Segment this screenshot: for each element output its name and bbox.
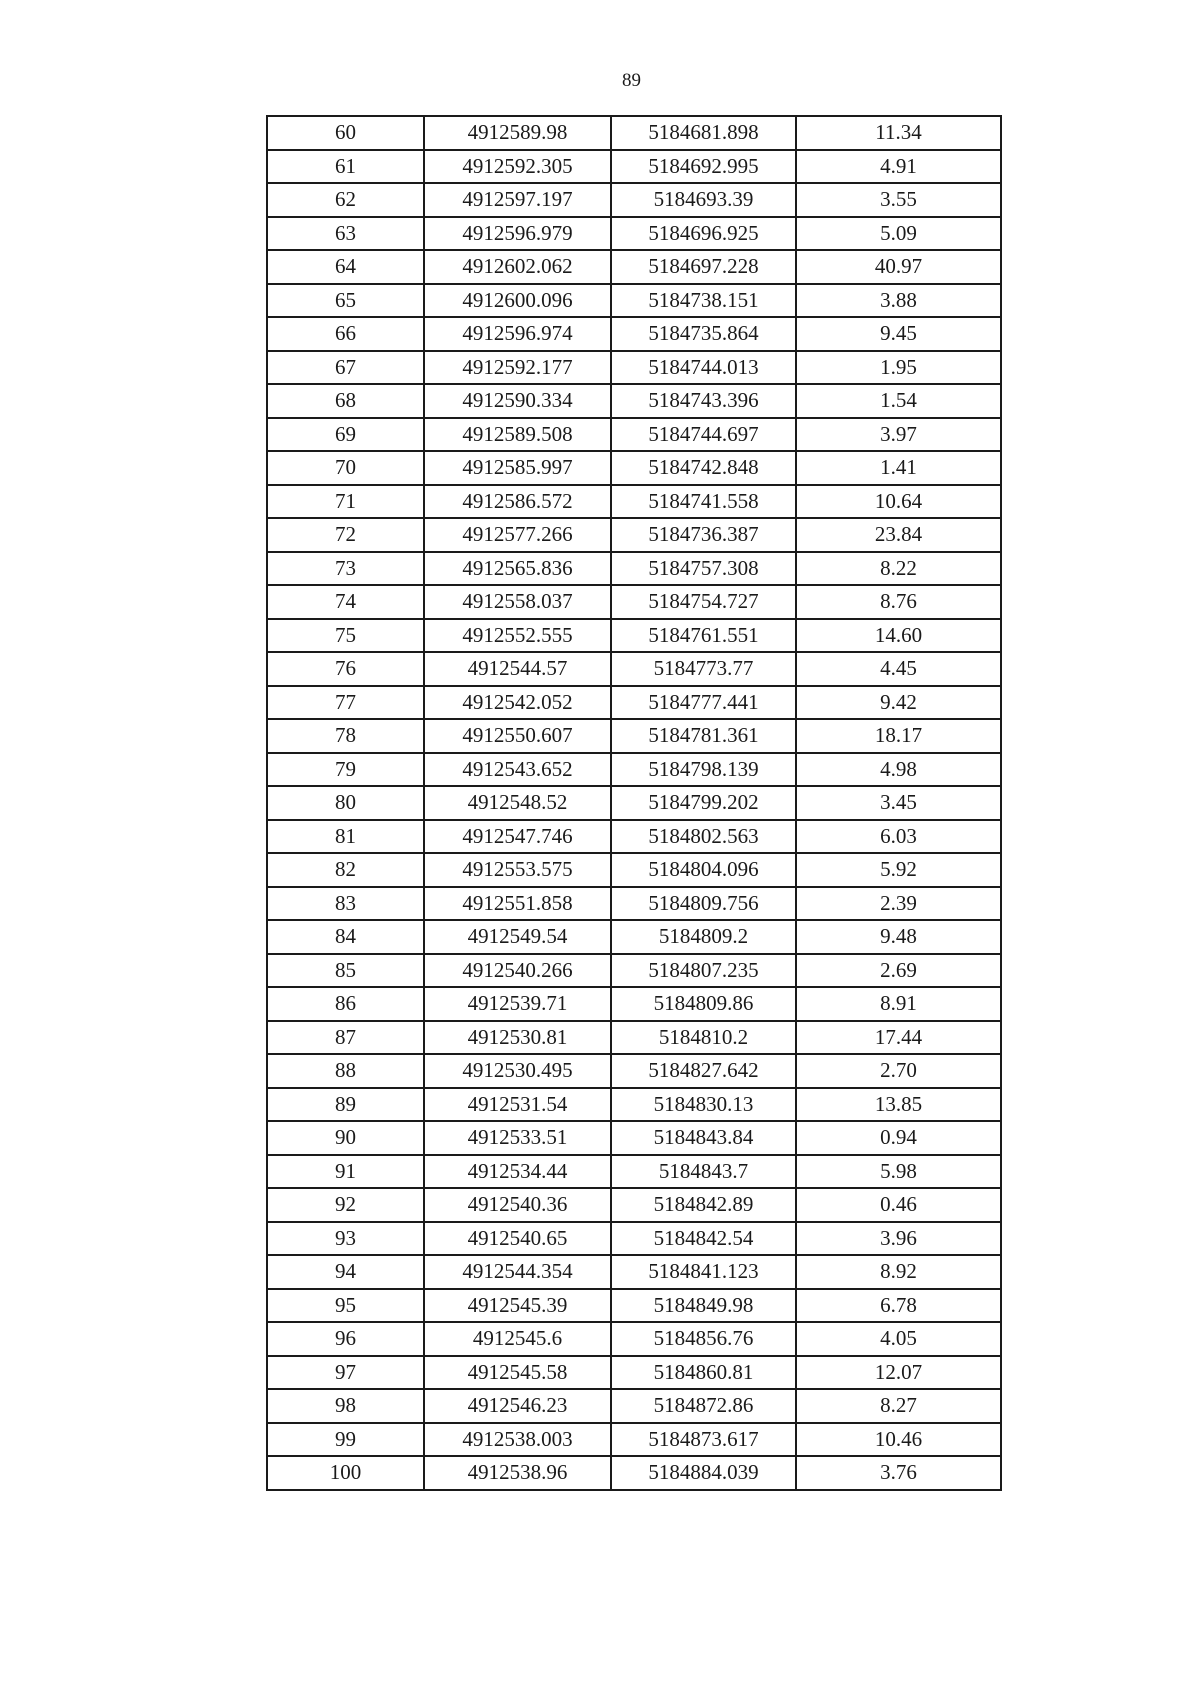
x-coordinate-cell: 4912596.974: [424, 317, 611, 351]
y-coordinate-cell: 5184781.361: [611, 719, 796, 753]
point-number-cell: 78: [267, 719, 424, 753]
y-coordinate-cell: 5184757.308: [611, 552, 796, 586]
x-coordinate-cell: 4912540.266: [424, 954, 611, 988]
distance-cell: 0.94: [796, 1121, 1001, 1155]
y-coordinate-cell: 5184810.2: [611, 1021, 796, 1055]
distance-cell: 4.45: [796, 652, 1001, 686]
distance-cell: 0.46: [796, 1188, 1001, 1222]
point-number-cell: 92: [267, 1188, 424, 1222]
point-number-cell: 66: [267, 317, 424, 351]
distance-cell: 9.42: [796, 686, 1001, 720]
distance-cell: 17.44: [796, 1021, 1001, 1055]
distance-cell: 8.91: [796, 987, 1001, 1021]
table-row: [267, 1456, 1001, 1490]
x-coordinate-cell: 4912542.052: [424, 686, 611, 720]
distance-cell: 18.17: [796, 719, 1001, 753]
distance-cell: 3.55: [796, 183, 1001, 217]
distance-cell: 1.95: [796, 351, 1001, 385]
distance-cell: 9.45: [796, 317, 1001, 351]
x-coordinate-cell: 4912545.39: [424, 1289, 611, 1323]
x-coordinate-cell: 4912547.746: [424, 820, 611, 854]
distance-cell: 5.98: [796, 1155, 1001, 1189]
table-row: [267, 518, 1001, 552]
distance-cell: 8.92: [796, 1255, 1001, 1289]
distance-cell: 4.91: [796, 150, 1001, 184]
point-number-cell: 68: [267, 384, 424, 418]
table-row: [267, 451, 1001, 485]
point-number-cell: 64: [267, 250, 424, 284]
distance-cell: 5.09: [796, 217, 1001, 251]
y-coordinate-cell: 5184802.563: [611, 820, 796, 854]
y-coordinate-cell: 5184860.81: [611, 1356, 796, 1390]
y-coordinate-cell: 5184777.441: [611, 686, 796, 720]
y-coordinate-cell: 5184841.123: [611, 1255, 796, 1289]
x-coordinate-cell: 4912544.57: [424, 652, 611, 686]
x-coordinate-cell: 4912558.037: [424, 585, 611, 619]
y-coordinate-cell: 5184696.925: [611, 217, 796, 251]
x-coordinate-cell: 4912551.858: [424, 887, 611, 921]
table-row: [267, 719, 1001, 753]
distance-cell: 2.70: [796, 1054, 1001, 1088]
y-coordinate-cell: 5184761.551: [611, 619, 796, 653]
x-coordinate-cell: 4912540.36: [424, 1188, 611, 1222]
y-coordinate-cell: 5184799.202: [611, 786, 796, 820]
distance-cell: 3.88: [796, 284, 1001, 318]
table-row: [267, 284, 1001, 318]
point-number-cell: 84: [267, 920, 424, 954]
x-coordinate-cell: 4912596.979: [424, 217, 611, 251]
y-coordinate-cell: 5184809.86: [611, 987, 796, 1021]
table-row: [267, 1188, 1001, 1222]
x-coordinate-cell: 4912586.572: [424, 485, 611, 519]
table-row: [267, 183, 1001, 217]
x-coordinate-cell: 4912550.607: [424, 719, 611, 753]
distance-cell: 8.27: [796, 1389, 1001, 1423]
point-number-cell: 97: [267, 1356, 424, 1390]
y-coordinate-cell: 5184827.642: [611, 1054, 796, 1088]
distance-cell: 10.64: [796, 485, 1001, 519]
table-row: [267, 1121, 1001, 1155]
table-row: [267, 351, 1001, 385]
point-number-cell: 86: [267, 987, 424, 1021]
x-coordinate-cell: 4912602.062: [424, 250, 611, 284]
point-number-cell: 94: [267, 1255, 424, 1289]
distance-cell: 4.05: [796, 1322, 1001, 1356]
distance-cell: 12.07: [796, 1356, 1001, 1390]
y-coordinate-cell: 5184849.98: [611, 1289, 796, 1323]
table-row: [267, 954, 1001, 988]
distance-cell: 3.96: [796, 1222, 1001, 1256]
table-row: [267, 116, 1001, 150]
y-coordinate-cell: 5184743.396: [611, 384, 796, 418]
distance-cell: 5.92: [796, 853, 1001, 887]
point-number-cell: 90: [267, 1121, 424, 1155]
x-coordinate-cell: 4912538.96: [424, 1456, 611, 1490]
point-number-cell: 71: [267, 485, 424, 519]
point-number-cell: 91: [267, 1155, 424, 1189]
point-number-cell: 83: [267, 887, 424, 921]
x-coordinate-cell: 4912539.71: [424, 987, 611, 1021]
table-row: [267, 619, 1001, 653]
distance-cell: 6.78: [796, 1289, 1001, 1323]
x-coordinate-cell: 4912565.836: [424, 552, 611, 586]
table-row: [267, 1054, 1001, 1088]
x-coordinate-cell: 4912549.54: [424, 920, 611, 954]
point-number-cell: 73: [267, 552, 424, 586]
y-coordinate-cell: 5184804.096: [611, 853, 796, 887]
x-coordinate-cell: 4912585.997: [424, 451, 611, 485]
point-number-cell: 89: [267, 1088, 424, 1122]
point-number-cell: 85: [267, 954, 424, 988]
distance-cell: 1.54: [796, 384, 1001, 418]
x-coordinate-cell: 4912592.177: [424, 351, 611, 385]
x-coordinate-cell: 4912545.58: [424, 1356, 611, 1390]
y-coordinate-cell: 5184742.848: [611, 451, 796, 485]
table-row: [267, 1322, 1001, 1356]
point-number-cell: 82: [267, 853, 424, 887]
table-row: [267, 250, 1001, 284]
y-coordinate-cell: 5184754.727: [611, 585, 796, 619]
x-coordinate-cell: 4912538.003: [424, 1423, 611, 1457]
table-row: [267, 1389, 1001, 1423]
distance-cell: 13.85: [796, 1088, 1001, 1122]
y-coordinate-cell: 5184735.864: [611, 317, 796, 351]
point-number-cell: 67: [267, 351, 424, 385]
point-number-cell: 70: [267, 451, 424, 485]
y-coordinate-cell: 5184738.151: [611, 284, 796, 318]
y-coordinate-cell: 5184681.898: [611, 116, 796, 150]
x-coordinate-cell: 4912530.81: [424, 1021, 611, 1055]
table-row: [267, 920, 1001, 954]
table-row: [267, 987, 1001, 1021]
x-coordinate-cell: 4912600.096: [424, 284, 611, 318]
table-row: [267, 585, 1001, 619]
distance-cell: 2.69: [796, 954, 1001, 988]
y-coordinate-cell: 5184744.697: [611, 418, 796, 452]
point-number-cell: 61: [267, 150, 424, 184]
point-number-cell: 69: [267, 418, 424, 452]
point-number-cell: 93: [267, 1222, 424, 1256]
distance-cell: 23.84: [796, 518, 1001, 552]
table-row: [267, 317, 1001, 351]
point-number-cell: 99: [267, 1423, 424, 1457]
point-number-cell: 77: [267, 686, 424, 720]
point-number-cell: 79: [267, 753, 424, 787]
y-coordinate-cell: 5184736.387: [611, 518, 796, 552]
y-coordinate-cell: 5184842.54: [611, 1222, 796, 1256]
point-number-cell: 95: [267, 1289, 424, 1323]
table-row: [267, 820, 1001, 854]
x-coordinate-cell: 4912543.652: [424, 753, 611, 787]
y-coordinate-cell: 5184843.7: [611, 1155, 796, 1189]
distance-cell: 8.76: [796, 585, 1001, 619]
y-coordinate-cell: 5184843.84: [611, 1121, 796, 1155]
table-row: [267, 1155, 1001, 1189]
table-row: [267, 786, 1001, 820]
y-coordinate-cell: 5184830.13: [611, 1088, 796, 1122]
point-number-cell: 74: [267, 585, 424, 619]
y-coordinate-cell: 5184693.39: [611, 183, 796, 217]
distance-cell: 3.97: [796, 418, 1001, 452]
table-row: [267, 1423, 1001, 1457]
point-number-cell: 76: [267, 652, 424, 686]
table-row: [267, 418, 1001, 452]
distance-cell: 3.76: [796, 1456, 1001, 1490]
point-number-cell: 60: [267, 116, 424, 150]
table-row: [267, 150, 1001, 184]
distance-cell: 2.39: [796, 887, 1001, 921]
table-row: [267, 686, 1001, 720]
point-number-cell: 81: [267, 820, 424, 854]
y-coordinate-cell: 5184809.2: [611, 920, 796, 954]
table-row: [267, 552, 1001, 586]
point-number-cell: 72: [267, 518, 424, 552]
page-number: 89: [622, 70, 641, 91]
table-row: [267, 1088, 1001, 1122]
x-coordinate-cell: 4912548.52: [424, 786, 611, 820]
table-row: [267, 753, 1001, 787]
table-row: [267, 652, 1001, 686]
x-coordinate-cell: 4912589.98: [424, 116, 611, 150]
table-row: [267, 1289, 1001, 1323]
y-coordinate-cell: 5184798.139: [611, 753, 796, 787]
point-number-cell: 96: [267, 1322, 424, 1356]
coordinates-table-body: [267, 116, 1001, 1490]
x-coordinate-cell: 4912589.508: [424, 418, 611, 452]
table-row: [267, 1255, 1001, 1289]
y-coordinate-cell: 5184809.756: [611, 887, 796, 921]
point-number-cell: 98: [267, 1389, 424, 1423]
distance-cell: 9.48: [796, 920, 1001, 954]
y-coordinate-cell: 5184842.89: [611, 1188, 796, 1222]
point-number-cell: 100: [267, 1456, 424, 1490]
x-coordinate-cell: 4912592.305: [424, 150, 611, 184]
x-coordinate-cell: 4912577.266: [424, 518, 611, 552]
distance-cell: 11.34: [796, 116, 1001, 150]
x-coordinate-cell: 4912531.54: [424, 1088, 611, 1122]
distance-cell: 6.03: [796, 820, 1001, 854]
distance-cell: 1.41: [796, 451, 1001, 485]
table-row: [267, 384, 1001, 418]
y-coordinate-cell: 5184744.013: [611, 351, 796, 385]
y-coordinate-cell: 5184884.039: [611, 1456, 796, 1490]
x-coordinate-cell: 4912546.23: [424, 1389, 611, 1423]
table-row: [267, 217, 1001, 251]
table-row: [267, 887, 1001, 921]
x-coordinate-cell: 4912540.65: [424, 1222, 611, 1256]
point-number-cell: 65: [267, 284, 424, 318]
x-coordinate-cell: 4912590.334: [424, 384, 611, 418]
x-coordinate-cell: 4912552.555: [424, 619, 611, 653]
y-coordinate-cell: 5184856.76: [611, 1322, 796, 1356]
x-coordinate-cell: 4912553.575: [424, 853, 611, 887]
distance-cell: 14.60: [796, 619, 1001, 653]
distance-cell: 10.46: [796, 1423, 1001, 1457]
y-coordinate-cell: 5184773.77: [611, 652, 796, 686]
distance-cell: 3.45: [796, 786, 1001, 820]
point-number-cell: 62: [267, 183, 424, 217]
distance-cell: 8.22: [796, 552, 1001, 586]
point-number-cell: 75: [267, 619, 424, 653]
point-number-cell: 63: [267, 217, 424, 251]
distance-cell: 40.97: [796, 250, 1001, 284]
point-number-cell: 87: [267, 1021, 424, 1055]
y-coordinate-cell: 5184741.558: [611, 485, 796, 519]
table-row: [267, 1356, 1001, 1390]
table-row: [267, 853, 1001, 887]
x-coordinate-cell: 4912533.51: [424, 1121, 611, 1155]
point-number-cell: 80: [267, 786, 424, 820]
table-row: [267, 1021, 1001, 1055]
y-coordinate-cell: 5184807.235: [611, 954, 796, 988]
y-coordinate-cell: 5184873.617: [611, 1423, 796, 1457]
x-coordinate-cell: 4912597.197: [424, 183, 611, 217]
table-row: [267, 485, 1001, 519]
y-coordinate-cell: 5184872.86: [611, 1389, 796, 1423]
coordinates-table: [266, 115, 1002, 1491]
y-coordinate-cell: 5184692.995: [611, 150, 796, 184]
table-row: [267, 1222, 1001, 1256]
x-coordinate-cell: 4912544.354: [424, 1255, 611, 1289]
y-coordinate-cell: 5184697.228: [611, 250, 796, 284]
x-coordinate-cell: 4912530.495: [424, 1054, 611, 1088]
x-coordinate-cell: 4912545.6: [424, 1322, 611, 1356]
distance-cell: 4.98: [796, 753, 1001, 787]
x-coordinate-cell: 4912534.44: [424, 1155, 611, 1189]
point-number-cell: 88: [267, 1054, 424, 1088]
